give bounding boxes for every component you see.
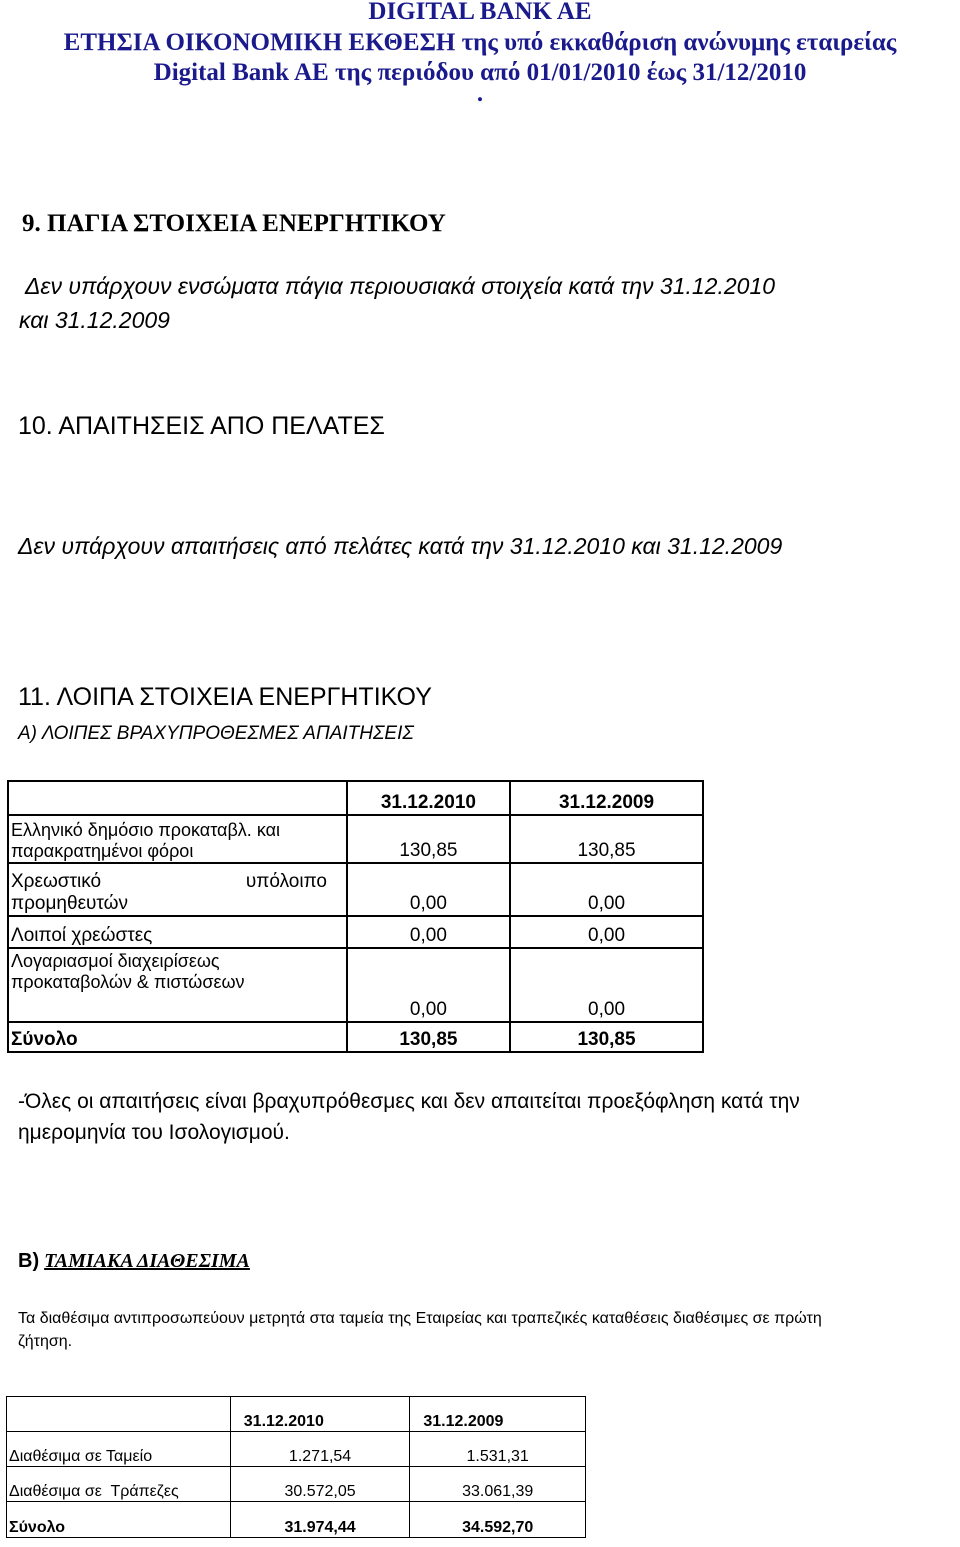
table-row <box>8 948 703 1022</box>
column-header-2009: 31.12.2009 <box>510 781 703 815</box>
row-label-line2: προμηθευτών <box>11 893 128 914</box>
table-total-row <box>7 1502 586 1538</box>
value-2009: 0,00 <box>510 948 703 1022</box>
row-label-word1: Χρεωστικό <box>11 871 102 892</box>
table-total-row <box>8 1022 703 1052</box>
value-2010: 0,00 <box>347 948 510 1022</box>
row-label-line1 <box>11 871 327 893</box>
section-9-title: 9. ΠΑΓΙΑ ΣΤΟΙΧΕΙΑ ΕΝΕΡΓΗΤΙΚΟΥ <box>22 210 446 237</box>
cash-table <box>6 1396 586 1538</box>
table-row <box>8 916 703 948</box>
section-11-subtitle: Α) ΛΟΙΠΕΣ ΒΡΑΧΥΠΡΟΘΕΣΜΕΣ ΑΠΑΙΤΗΣΕΙΣ <box>18 723 414 744</box>
total-2009: 34.592,70 <box>410 1502 586 1538</box>
column-header-2010: 31.12.2010 <box>347 781 510 815</box>
value-2009: 1.531,31 <box>410 1432 586 1467</box>
receivables-table <box>7 780 704 1053</box>
section-10-title: 10. ΑΠΑΙΤΗΣΕΙΣ ΑΠΟ ΠΕΛΑΤΕΣ <box>18 412 385 440</box>
table-header-row <box>7 1397 586 1432</box>
row-label <box>8 863 347 916</box>
value-2009: 33.061,39 <box>410 1467 586 1502</box>
row-label-line2: παρακρατημένοι φόροι <box>11 841 194 861</box>
row-label-line2: προκαταβολών & πιστώσεων <box>11 972 245 992</box>
section-b-text-line2: ζήτηση. <box>18 1333 73 1350</box>
receivables-note-line2: ημερομηνία του Ισολογισμού. <box>18 1121 290 1144</box>
table-row <box>8 815 703 863</box>
column-header-2009: 31.12.2009 <box>410 1397 586 1432</box>
value-2010: 30.572,05 <box>230 1467 410 1502</box>
section-b-heading: ΤΑΜΙΑΚΑ ΔΙΑΘΕΣΙΜΑ <box>44 1250 250 1272</box>
header-empty-cell <box>7 1397 231 1432</box>
header-period: Digital Bank AE της περιόδου από 01/01/2010 έως 31/12/2010 <box>153 59 807 86</box>
total-2010: 31.974,44 <box>230 1502 410 1538</box>
row-label <box>8 815 347 863</box>
row-label <box>8 948 347 1022</box>
header-dot: . <box>476 80 484 107</box>
value-2010: 130,85 <box>347 815 510 863</box>
section-b-title <box>18 1250 250 1273</box>
table-row <box>7 1432 586 1467</box>
value-2009: 130,85 <box>510 815 703 863</box>
total-label: Σύνολο <box>7 1502 231 1538</box>
total-2009: 130,85 <box>510 1022 703 1052</box>
header-report-title: ΕΤΗΣΙΑ ΟΙΚΟΝΟΜΙΚΗ ΕΚΘΕΣΗ της υπό εκκαθάριση ανώνυμης εταιρείας <box>63 29 897 56</box>
value-2010: 1.271,54 <box>230 1432 410 1467</box>
table-header-row <box>8 781 703 815</box>
section-b-prefix: B) <box>18 1250 40 1272</box>
total-2010: 130,85 <box>347 1022 510 1052</box>
value-2010: 0,00 <box>347 863 510 916</box>
row-label: Λοιποί χρεώστες <box>8 916 347 948</box>
header-company-name: DIGITAL BANK AE <box>368 0 592 25</box>
row-label: Διαθέσιμα σε Τράπεζες <box>7 1467 231 1502</box>
section-b-text-line1: Τα διαθέσιμα αντιπροσωπεύουν μετρητά στα ταμεία της Εταιρείας και τραπεζικές καταθέσεις διαθέσιμες σε πρώτη <box>18 1310 822 1327</box>
row-label: Διαθέσιμα σε Ταμείο <box>7 1432 231 1467</box>
value-2009: 0,00 <box>510 863 703 916</box>
column-header-2010: 31.12.2010 <box>230 1397 410 1432</box>
table-row <box>8 863 703 916</box>
total-label: Σύνολο <box>8 1022 347 1052</box>
value-2009: 0,00 <box>510 916 703 948</box>
receivables-note-line1: -Όλες οι απαιτήσεις είναι βραχυπρόθεσμες και δεν απαιτείται προεξόφληση κατά την <box>18 1090 800 1113</box>
table-row <box>7 1467 586 1502</box>
row-label-line1: Λογαριασμοί διαχειρίσεως <box>11 951 220 971</box>
section-10-text: Δεν υπάρχουν απαιτήσεις από πελάτες κατά την 31.12.2010 και 31.12.2009 <box>18 533 783 559</box>
section-11-title: 11. ΛΟΙΠΑ ΣΤΟΙΧΕΙΑ ΕΝΕΡΓΗΤΙΚΟΥ <box>18 683 432 711</box>
row-label-line1: Ελληνικό δημόσιο προκαταβλ. και <box>11 820 280 840</box>
row-label-word2: υπόλοιπο <box>245 871 327 892</box>
section-9-text-line1: Δεν υπάρχουν ενσώματα πάγια περιουσιακά στοιχεία κατά την 31.12.2010 <box>25 273 776 299</box>
section-9-text-line2: και 31.12.2009 <box>19 307 170 333</box>
value-2010: 0,00 <box>347 916 510 948</box>
header-empty-cell <box>8 781 347 815</box>
